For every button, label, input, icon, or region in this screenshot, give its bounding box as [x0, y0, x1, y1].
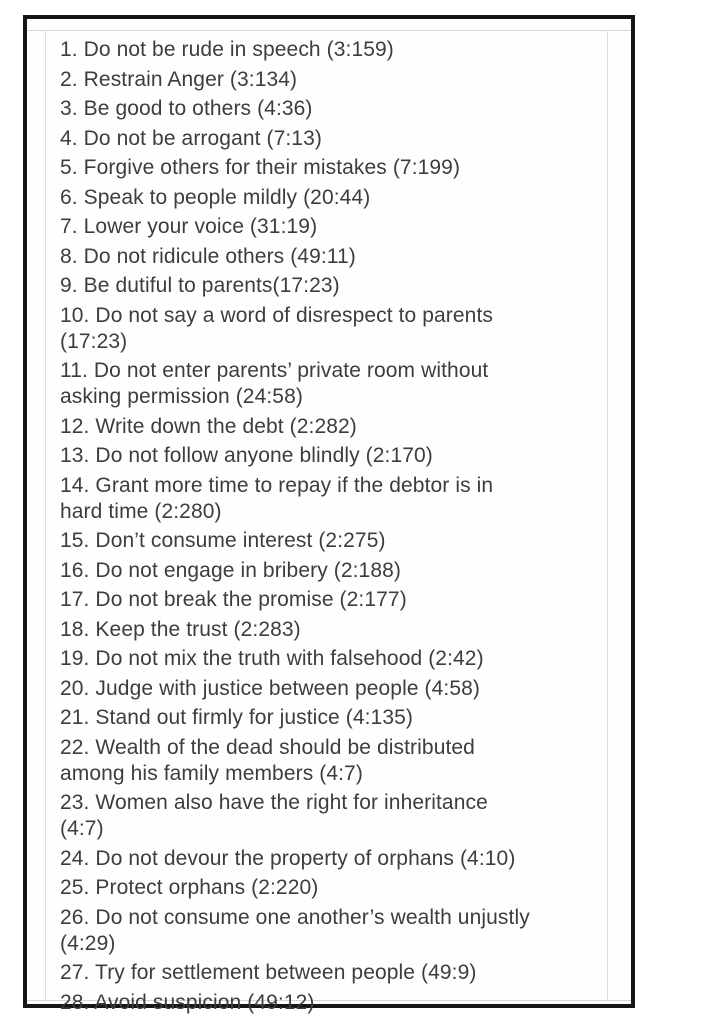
list-item — [60, 214, 589, 240]
list-item-line: among his family members (4:7) — [60, 761, 363, 785]
outer-frame — [23, 15, 635, 1014]
list-item — [60, 96, 589, 122]
list-item-line: (4:7) — [60, 817, 104, 840]
list-item-line: 7. Lower your voice (31:19) — [60, 215, 318, 238]
list-item — [60, 617, 589, 643]
list-item-line: 17. Do not break the promise (2:177) — [60, 588, 407, 611]
list-item-line: 11. Do not enter parents’ private room without — [60, 359, 489, 382]
list-item — [60, 646, 589, 672]
list-item — [60, 846, 589, 872]
quran-guidelines-list — [60, 37, 589, 1016]
list-item-line: (4:29) — [60, 931, 116, 955]
list-item-line: asking permission (24:58) — [60, 385, 303, 408]
list-item-line: 8. Do not ridicule others (49:11) — [60, 244, 356, 268]
list-item — [60, 303, 589, 355]
list-item-line: 6. Speak to people mildly (20:44) — [60, 185, 371, 209]
list-item — [60, 443, 589, 469]
list-item-line: 19. Do not mix the truth with falsehood (2:42) — [60, 647, 484, 670]
list-item — [60, 244, 589, 270]
list-item-line: 26. Do not consume one another’s wealth unjustly — [60, 905, 530, 929]
list-item-line: 9. Be dutiful to parents(17:23) — [60, 274, 340, 297]
list-item-line: 23. Women also have the right for inheritance — [60, 791, 488, 814]
list-item-line: 18. Keep the trust (2:283) — [60, 617, 301, 641]
list-item — [60, 960, 589, 986]
list-item — [60, 358, 589, 410]
list-item — [60, 875, 589, 901]
list-item — [60, 990, 589, 1016]
list-item-line: 2. Restrain Anger (3:134) — [60, 67, 298, 91]
list-item — [60, 558, 589, 584]
list-item-line: 16. Do not engage in bribery (2:188) — [60, 558, 401, 582]
panel-right-rule — [607, 30, 608, 1000]
list-item-line: 13. Do not follow anyone blindly (2:170) — [60, 444, 433, 467]
list-item-line: 12. Write down the debt (2:282) — [60, 414, 357, 438]
list-item — [60, 273, 589, 299]
list-item — [60, 155, 589, 181]
list-item — [60, 790, 589, 842]
list-item — [60, 126, 589, 152]
list-item-line: 27. Try for settlement between people (49:9) — [60, 961, 477, 984]
list-item — [60, 705, 589, 731]
list-item — [60, 676, 589, 702]
list-item-line: 24. Do not devour the property of orphans (4:10) — [60, 846, 516, 870]
list-item — [60, 473, 589, 525]
list-item-line: 22. Wealth of the dead should be distributed — [60, 735, 475, 759]
list-item-line: 28. Avoid suspicion (49:12) — [60, 990, 315, 1014]
list-item-line: 1. Do not be rude in speech (3:159) — [60, 38, 394, 61]
list-item-line: 5. Forgive others for their mistakes (7:199) — [60, 156, 461, 179]
list-item-line: 10. Do not say a word of disrespect to parents — [60, 303, 493, 327]
list-item — [60, 735, 589, 787]
text-panel — [46, 31, 607, 1014]
list-item — [60, 37, 589, 63]
list-item-line: (17:23) — [60, 329, 128, 353]
list-item — [60, 587, 589, 613]
list-item-line: 14. Grant more time to repay if the debtor is in — [60, 473, 494, 497]
list-item-line: 15. Don’t consume interest (2:275) — [60, 529, 386, 552]
list-item-line: 4. Do not be arrogant (7:13) — [60, 126, 322, 150]
list-item — [60, 528, 589, 554]
list-item — [60, 905, 589, 957]
list-item-line: 3. Be good to others (4:36) — [60, 97, 313, 120]
list-item-line: 20. Judge with justice between people (4:58) — [60, 676, 481, 700]
list-item — [60, 185, 589, 211]
list-item — [60, 414, 589, 440]
list-item-line: 25. Protect orphans (2:220) — [60, 876, 319, 899]
list-item-line: hard time (2:280) — [60, 499, 222, 523]
list-item — [60, 67, 589, 93]
list-item-line: 21. Stand out firmly for justice (4:135) — [60, 706, 413, 729]
